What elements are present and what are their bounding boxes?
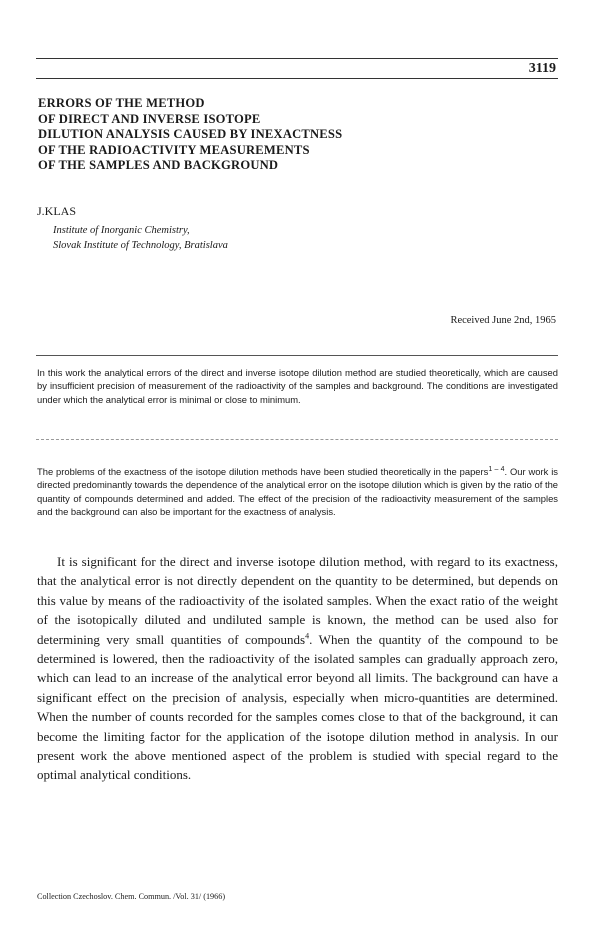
affiliation-line: Slovak Institute of Technology, Bratislava: [53, 239, 228, 251]
body-text-span: It is significant for the direct and inverse isotope dilution method, with regard to its exactness, that the analytical error is not directly dependent on the quantity to be determined, but depends on this value by means of the radioactivity of the isolated samples. When the exact ratio of the weight of the isotopically diluted and undiluted sample is known, the method can be used also for determining very small quantities of compounds: [37, 554, 558, 647]
header-rule-top: [36, 58, 558, 59]
body-paragraph: [37, 552, 558, 785]
title-line: OF DIRECT AND INVERSE ISOTOPE: [38, 111, 261, 126]
author-affiliation: [53, 224, 228, 253]
title-line: OF THE SAMPLES AND BACKGROUND: [38, 158, 279, 173]
received-date: Received June 2nd, 1965: [450, 315, 556, 326]
intro-text: The problems of the exactness of the isotope dilution methods have been studied theoretically in the papers: [37, 466, 489, 477]
affiliation-line: Institute of Inorganic Chemistry,: [53, 225, 190, 236]
body-text-span: . When the quantity of the compound to be determined is lowered, then the radioactivity of the isolated samples can gradually approach zero, which can lead to an increase of the analytical error beyond all limits. The background can have a significant effect on the precision of analysis, especially when micro-quantities are determined. When the number of counts recorded for the samples comes close to that of the background, it can become the limiting factor for the application of the isotope dilution method in analysis. In our present work the above mentioned aspect of the problem is studied with special regard to the optimal analytical conditions.: [37, 631, 558, 783]
reference-superscript: 4: [305, 631, 310, 641]
page-number: 3119: [528, 61, 556, 76]
abstract-rule-bottom: [36, 439, 558, 440]
header-rule-bottom: [36, 78, 558, 79]
article-title: [38, 96, 538, 174]
reference-superscript: 1 – 4: [488, 465, 505, 473]
journal-footer: Collection Czechoslov. Chem. Commun. /Vol. 31/ (1966): [37, 892, 226, 901]
title-line: ERRORS OF THE METHOD: [38, 96, 205, 110]
intro-paragraph: [37, 465, 558, 519]
title-line: DILUTION ANALYSIS CAUSED BY INEXACTNESS: [38, 127, 343, 142]
author-name: J.KLAS: [37, 204, 77, 218]
abstract-rule-top: [36, 355, 558, 356]
intro-text: . Our work is directed predominantly towards the dependence of the analytical error on the isotope dilution which is given by the ratio of the quantity of compounds determined and added. The effect of the precision of the radioactivity measurement of the samples and the background can also be important for the exactness of analysis.: [37, 466, 558, 518]
body-text: [37, 552, 558, 785]
title-line: OF THE RADIOACTIVITY MEASUREMENTS: [38, 142, 310, 157]
abstract: In this work the analytical errors of the direct and inverse isotope dilution method are studied theoretically, which are caused by insufficient precision of measurement of the radioactivity of the samples and background. The conditions are investigated under which the analytical error is minimal or close to minimum.: [37, 367, 558, 405]
